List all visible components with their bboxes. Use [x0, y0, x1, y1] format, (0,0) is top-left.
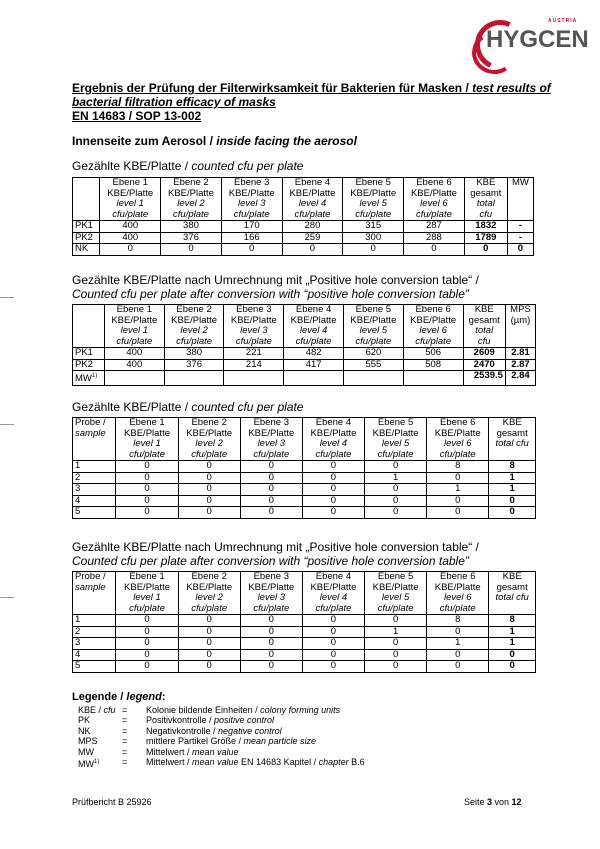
row-label: 4 — [73, 495, 116, 507]
column-header-level: Ebene 4 KBE/Platte level 4 cfu/plate — [302, 572, 364, 615]
table-converted-cfu-samples — [72, 571, 536, 673]
table-cell: 0 — [221, 244, 282, 256]
row-total: 1789 — [464, 232, 507, 244]
table-row — [73, 507, 536, 519]
table-cell: 0 — [178, 615, 240, 627]
table-cell: 0 — [116, 495, 178, 507]
table-cell: 0 — [178, 495, 240, 507]
margin-mark — [0, 424, 14, 425]
logo-tagline: AUSTRIA — [548, 18, 578, 24]
table-cell: 0 — [427, 649, 489, 661]
table-cell: 0 — [116, 461, 178, 473]
row-total: 0 — [464, 244, 507, 256]
column-header-level: Ebene 2 KBE/Platte level 2 cfu/plate — [164, 305, 224, 348]
table-cell: 8 — [427, 461, 489, 473]
table-cell: 0 — [178, 472, 240, 484]
table-row — [73, 221, 534, 233]
table-cell: 0 — [161, 244, 222, 256]
legend: Legende / legend: KBE / cfu = Kolonie bildende Einheiten / colony forming units PK = Positivkontrolle / positive control NK = Negativkontrolle / negative control MPS = mittlere Partikel Größe / mean particle size MW = Mittelwert / mean value MW$^{1)}$ = Mittelwert / mean value EN 14683 Kapitel / chapter B.6 — [72, 691, 365, 769]
table-row — [73, 359, 536, 371]
column-header-level: Ebene 5 KBE/Platte level 5 cfu/plate — [344, 305, 404, 348]
table-cell: 0 — [302, 649, 364, 661]
table-cell: 0 — [116, 626, 178, 638]
table-cell: 0 — [427, 495, 489, 507]
row-label: 1 — [73, 461, 116, 473]
margin-mark — [0, 297, 14, 298]
table-cell: 0 — [116, 472, 178, 484]
table-cell: 0 — [116, 615, 178, 627]
row-mps: 2.81 — [505, 348, 535, 360]
row-label: 1 — [73, 615, 116, 627]
table-cell: 0 — [427, 661, 489, 673]
column-header-total: KBE gesamt total cfu — [463, 305, 505, 348]
table-cell: 0 — [240, 507, 302, 519]
column-header-level: Ebene 6 KBE/Platte level 6 cfu/plate — [427, 418, 489, 461]
table-cell: 0 — [302, 507, 364, 519]
document-title: Ergebnis der Prüfung der Filterwirksamkeit für Bakterien für Masken / test results of bacterial filtration efficacy of masks EN 14683 / SOP 13-002 — [72, 81, 551, 123]
column-header-level: Ebene 1 KBE/Platte level 1 cfu/plate — [116, 418, 178, 461]
table-cell: 0 — [240, 615, 302, 627]
table-cell: 1 — [427, 484, 489, 496]
column-header-level: Ebene 1 KBE/Platte level 1 cfu/plate — [100, 178, 161, 221]
row-label: 4 — [73, 649, 116, 661]
table-row — [73, 348, 536, 360]
row-total: 1 — [489, 626, 536, 638]
column-header-level: Ebene 3 KBE/Platte level 3 cfu/plate — [240, 572, 302, 615]
legend-item: NK = Negativkontrolle / negative control — [78, 725, 282, 736]
table-cell: 0 — [365, 495, 427, 507]
table-cell: 1 — [365, 472, 427, 484]
table-cell: 0 — [178, 484, 240, 496]
table-cell: 0 — [365, 638, 427, 650]
table-cell: 508 — [403, 359, 463, 371]
column-header-level: Ebene 4 KBE/Platte level 4 cfu/plate — [284, 305, 344, 348]
row-total: 1 — [489, 638, 536, 650]
table-cell: 0 — [178, 649, 240, 661]
table-cell — [164, 371, 224, 386]
table-cell: 376 — [161, 232, 222, 244]
table-row — [73, 371, 536, 386]
hygcen-logo — [470, 6, 596, 76]
table-cell: 400 — [104, 359, 164, 371]
table-cell: 300 — [343, 232, 404, 244]
table-cell: 1 — [427, 638, 489, 650]
column-header-sample: Probe / sample — [73, 572, 116, 615]
table-row — [73, 661, 536, 673]
margin-mark — [0, 597, 14, 598]
row-mw: - — [507, 221, 533, 233]
row-mps: 2.84 — [505, 371, 535, 386]
row-total: 0 — [489, 507, 536, 519]
table-cell: 0 — [302, 472, 364, 484]
column-header-total: KBE gesamt total cfu — [464, 178, 507, 221]
column-header-level: Ebene 4 KBE/Platte level 4 cfu/plate — [302, 418, 364, 461]
column-header-level: Ebene 2 KBE/Platte level 2 cfu/plate — [178, 418, 240, 461]
row-total: 1 — [489, 472, 536, 484]
table-cell: 0 — [365, 649, 427, 661]
table-cell: 0 — [404, 244, 465, 256]
legend-item: MW$^{1)}$ = Mittelwert / mean value EN 14683 Kapitel / chapter B.6 — [78, 757, 365, 769]
table-cell: 0 — [365, 507, 427, 519]
column-header-level: Ebene 1 KBE/Platte level 1 cfu/plate — [104, 305, 164, 348]
table-cell: 0 — [240, 638, 302, 650]
row-label: 3 — [73, 484, 116, 496]
table-cell: 288 — [404, 232, 465, 244]
row-total: 2609 — [463, 348, 505, 360]
table-cell: 555 — [344, 359, 404, 371]
table-cell — [403, 371, 463, 386]
table-cell: 214 — [224, 359, 284, 371]
table-cell: 0 — [302, 484, 364, 496]
column-header-level: Ebene 6 KBE/Platte level 6 cfu/plate — [403, 305, 463, 348]
table-cell: 506 — [403, 348, 463, 360]
report-number: Prüfbericht B 25926 — [72, 797, 152, 807]
row-total: 0 — [489, 661, 536, 673]
table-cell: 0 — [365, 615, 427, 627]
table-cell: 0 — [240, 472, 302, 484]
table-cell: 0 — [116, 649, 178, 661]
row-mps: 2.87 — [505, 359, 535, 371]
row-total: 8 — [489, 461, 536, 473]
table-row — [73, 615, 536, 627]
row-label: MW$^{1)}$ — [73, 371, 105, 386]
row-label: PK2 — [73, 359, 105, 371]
table-cell: 0 — [302, 661, 364, 673]
table-cell: 170 — [221, 221, 282, 233]
table-cell: 0 — [302, 626, 364, 638]
table-cell: 0 — [178, 638, 240, 650]
corner-cell — [73, 305, 105, 348]
column-header-level: Ebene 5 KBE/Platte level 5 cfu/plate — [365, 572, 427, 615]
column-header-mps: MPS (µm) — [505, 305, 535, 348]
row-total: 2539.5 — [463, 371, 505, 386]
table-row — [73, 626, 536, 638]
table-row — [73, 484, 536, 496]
row-total: 8 — [489, 615, 536, 627]
table-cell: 0 — [178, 507, 240, 519]
table-cell: 280 — [282, 221, 343, 233]
table-counted-cfu-controls — [72, 177, 534, 256]
table-cell: 0 — [365, 461, 427, 473]
table-cell: 380 — [164, 348, 224, 360]
row-mw: - — [507, 232, 533, 244]
table-cell: 376 — [164, 359, 224, 371]
table4-caption: Gezählte KBE/Platte nach Umrechnung mit „Positive hole conversion table“ / Counted cfu per plate after conversion with “positive hole conversion table” — [72, 540, 479, 568]
table-cell: 0 — [302, 615, 364, 627]
column-header-sample: Probe / sample — [73, 418, 116, 461]
table-cell — [104, 371, 164, 386]
table-cell — [224, 371, 284, 386]
row-label: PK2 — [73, 232, 100, 244]
table-cell: 0 — [302, 461, 364, 473]
table-cell: 166 — [221, 232, 282, 244]
table-cell — [344, 371, 404, 386]
column-header-level: Ebene 1 KBE/Platte level 1 cfu/plate — [116, 572, 178, 615]
corner-cell — [73, 178, 100, 221]
row-label: 5 — [73, 661, 116, 673]
table-cell: 0 — [240, 661, 302, 673]
column-header-total: KBE gesamt total cfu — [489, 572, 536, 615]
table-row — [73, 472, 536, 484]
table-cell — [284, 371, 344, 386]
row-total: 0 — [489, 649, 536, 661]
table-header-row — [73, 572, 536, 615]
table-cell: 0 — [240, 626, 302, 638]
table-cell: 0 — [427, 507, 489, 519]
column-header-level: Ebene 3 KBE/Platte level 3 cfu/plate — [224, 305, 284, 348]
table1-caption: Gezählte KBE/Platte / counted cfu per plate — [72, 159, 304, 173]
table-cell: 0 — [427, 472, 489, 484]
column-header-total: KBE gesamt total cfu — [489, 418, 536, 461]
page-number: Seite 3 von 12 — [464, 797, 522, 807]
table-cell: 380 — [161, 221, 222, 233]
column-header-level: Ebene 6 KBE/Platte level 6 cfu/plate — [427, 572, 489, 615]
table-cell: 0 — [116, 484, 178, 496]
legend-item: PK = Positivkontrolle / positive control — [78, 715, 275, 725]
row-label: NK — [73, 244, 100, 256]
table-cell: 8 — [427, 615, 489, 627]
column-header-level: Ebene 5 KBE/Platte level 5 cfu/plate — [343, 178, 404, 221]
table-row — [73, 649, 536, 661]
column-header-level: Ebene 5 KBE/Platte level 5 cfu/plate — [365, 418, 427, 461]
table-cell: 0 — [365, 484, 427, 496]
row-label: 2 — [73, 626, 116, 638]
row-total: 1 — [489, 484, 536, 496]
row-total: 2470 — [463, 359, 505, 371]
table2-caption: Gezählte KBE/Platte nach Umrechnung mit „Positive hole conversion table“ / Counted cfu per plate after conversion with “positive hole conversion table” — [72, 273, 479, 301]
table-cell: 0 — [240, 484, 302, 496]
table-row — [73, 461, 536, 473]
table-cell: 0 — [116, 638, 178, 650]
row-label: 5 — [73, 507, 116, 519]
table-cell: 400 — [100, 221, 161, 233]
table-cell: 0 — [365, 661, 427, 673]
table-cell: 0 — [282, 244, 343, 256]
table-cell: 400 — [100, 232, 161, 244]
table-cell: 287 — [404, 221, 465, 233]
table-cell: 0 — [100, 244, 161, 256]
column-header-level: Ebene 2 KBE/Platte level 2 cfu/plate — [161, 178, 222, 221]
table-cell: 0 — [116, 661, 178, 673]
row-mw: 0 — [507, 244, 533, 256]
legend-item: MW = Mittelwert / mean value — [78, 746, 239, 757]
column-header-level: Ebene 3 KBE/Platte level 3 cfu/plate — [240, 418, 302, 461]
column-header-level: Ebene 3 KBE/Platte level 3 cfu/plate — [221, 178, 282, 221]
table-cell: 0 — [178, 461, 240, 473]
table-cell: 0 — [116, 507, 178, 519]
row-total: 0 — [489, 495, 536, 507]
legend-item: MPS = mittlere Partikel Größe / mean particle size — [78, 736, 317, 746]
table-cell: 0 — [343, 244, 404, 256]
table-header-row — [73, 178, 534, 221]
table-cell: 0 — [178, 661, 240, 673]
column-header-level: Ebene 4 KBE/Platte level 4 cfu/plate — [282, 178, 343, 221]
table-row — [73, 244, 534, 256]
table-cell: 0 — [302, 495, 364, 507]
table-counted-cfu-samples — [72, 417, 536, 519]
table-cell: 0 — [240, 495, 302, 507]
table-cell: 315 — [343, 221, 404, 233]
column-header-level: Ebene 2 KBE/Platte level 2 cfu/plate — [178, 572, 240, 615]
table-cell: 0 — [240, 461, 302, 473]
table-cell: 1 — [365, 626, 427, 638]
table-row — [73, 638, 536, 650]
table-cell: 417 — [284, 359, 344, 371]
row-label: 3 — [73, 638, 116, 650]
row-label: PK1 — [73, 221, 100, 233]
logo-brand: HYGCEN — [486, 26, 589, 53]
table-cell: 0 — [427, 626, 489, 638]
table-cell: 620 — [344, 348, 404, 360]
table-cell: 0 — [302, 638, 364, 650]
table-row — [73, 232, 534, 244]
table-cell: 482 — [284, 348, 344, 360]
row-label: 2 — [73, 472, 116, 484]
column-header-mw: MW — [507, 178, 533, 221]
table-cell: 259 — [282, 232, 343, 244]
section-heading: Innenseite zum Aerosol / inside facing the aerosol — [72, 134, 357, 148]
table-cell: 400 — [104, 348, 164, 360]
row-total: 1832 — [464, 221, 507, 233]
legend-item: KBE / cfu = Kolonie bildende Einheiten / colony forming units — [78, 704, 341, 715]
table-header-row — [73, 305, 536, 348]
table-converted-cfu-controls — [72, 304, 536, 386]
column-header-level: Ebene 6 KBE/Platte level 6 cfu/plate — [404, 178, 465, 221]
row-label: PK1 — [73, 348, 105, 360]
table-cell: 0 — [240, 649, 302, 661]
table-row — [73, 495, 536, 507]
table3-caption: Gezählte KBE/Platte / counted cfu per plate — [72, 400, 304, 414]
table-cell: 221 — [224, 348, 284, 360]
table-header-row — [73, 418, 536, 461]
table-cell: 0 — [178, 626, 240, 638]
